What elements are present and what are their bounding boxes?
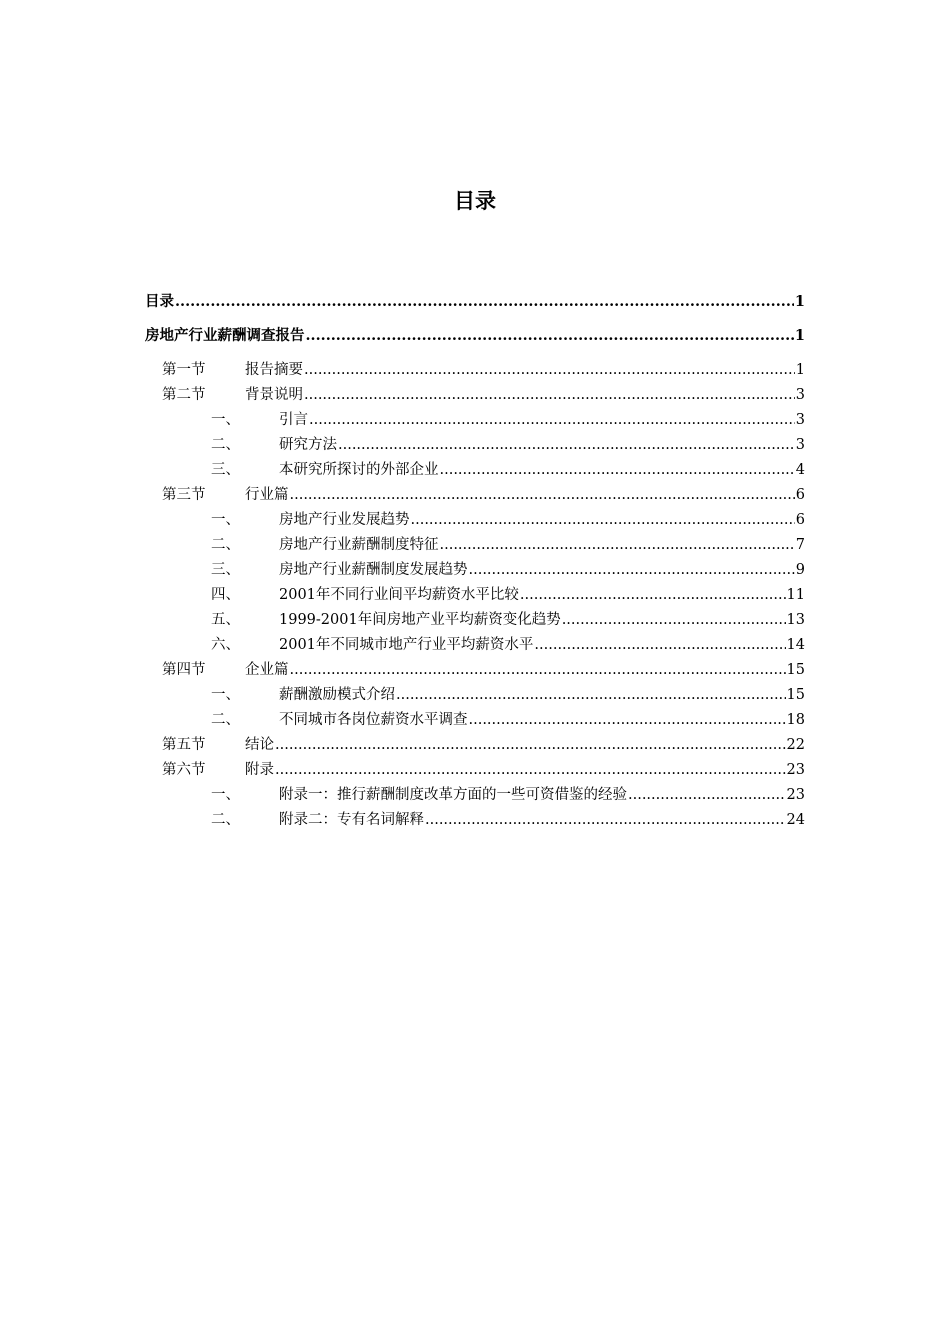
toc-leader-dots [304,386,795,404]
toc-entry[interactable] [145,482,805,504]
toc-leader-dots [534,636,785,654]
toc-entry-label: 房地产行业薪酬调查报告 [145,327,305,344]
toc-entry[interactable] [145,632,805,654]
toc-entry[interactable] [145,782,805,804]
toc-entry-label: 研究方法 [279,437,337,453]
toc-entry-number: 一、 [211,787,240,803]
toc-entry-label: 附录一：推行薪酬制度改革方面的一些可资借鉴的经验 [279,787,627,803]
toc-entry-page: 3 [795,387,805,403]
toc-entry-label: 2001年不同行业间平均薪资水平比较 [279,587,519,603]
toc-entry-page: 23 [786,787,805,803]
toc-entry-label: 1999-2001年间房地产业平均薪资变化趋势 [279,612,561,628]
toc-leader-dots [275,761,786,779]
toc-leader-dots [440,536,795,554]
toc-entry-page: 4 [795,462,805,478]
toc-entry-label: 房地产行业发展趋势 [279,512,410,528]
toc-entry-label: 结论 [245,737,274,753]
toc-entry-number: 四、 [211,587,240,603]
toc-entry-label: 行业篇 [245,487,289,503]
toc-entry-page: 15 [786,687,805,703]
toc-entry-label: 目录 [145,293,174,310]
toc-entry-number: 五、 [211,612,240,628]
toc-leader-dots [304,361,795,379]
toc-entry[interactable] [145,289,805,311]
toc-entry-page: 23 [786,762,805,778]
toc-entry-label: 本研究所探讨的外部企业 [279,462,439,478]
toc-entry-number: 三、 [211,462,240,478]
toc-entry-label: 房地产行业薪酬制度发展趋势 [279,562,468,578]
toc-leader-dots [175,293,794,311]
toc-entry[interactable] [145,407,805,429]
toc-entry-page: 15 [786,662,805,678]
toc-entry-number: 第四节 [162,662,206,678]
toc-entry-number: 三、 [211,562,240,578]
toc-entry-page: 3 [795,437,805,453]
toc-entry-label: 房地产行业薪酬制度特征 [279,537,439,553]
toc-leader-dots [396,686,786,704]
toc-entry-label: 薪酬激励模式介绍 [279,687,395,703]
toc-entry-number: 第一节 [162,362,206,378]
toc-entry-number: 第五节 [162,737,206,753]
toc-entry-page: 9 [795,562,805,578]
toc-entry-page: 1 [794,293,805,310]
toc-entry-page: 24 [786,812,805,828]
toc-entry-label: 引言 [279,412,308,428]
toc-entry-number: 二、 [211,712,240,728]
toc-entry-label: 2001年不同城市地产行业平均薪资水平 [279,637,534,653]
toc-leader-dots [440,461,795,479]
toc-leader-dots [425,811,786,829]
toc-leader-dots [290,486,795,504]
toc-entry[interactable] [145,732,805,754]
toc-entry-number: 二、 [211,537,240,553]
toc-entry-number: 一、 [211,512,240,528]
toc-entry-label: 附录二：专有名词解释 [279,812,424,828]
toc-leader-dots [469,711,786,729]
toc-entry[interactable] [145,707,805,729]
toc-entry[interactable] [145,582,805,604]
toc-entry-number: 第六节 [162,762,206,778]
toc-entry-page: 13 [786,612,805,628]
toc-entry[interactable] [145,757,805,779]
toc-entry-number: 六、 [211,637,240,653]
toc-entry[interactable] [145,657,805,679]
toc-entry-page: 1 [794,327,805,344]
toc-entry[interactable] [145,323,805,345]
toc-entry[interactable] [145,682,805,704]
toc-leader-dots [290,661,786,679]
toc-entry-label: 企业篇 [245,662,289,678]
toc-entry[interactable] [145,557,805,579]
toc-entry-number: 二、 [211,437,240,453]
toc-entry-label: 报告摘要 [245,362,303,378]
toc-leader-dots [562,611,786,629]
toc-entry[interactable] [145,607,805,629]
toc-entry[interactable] [145,382,805,404]
toc-entry-page: 11 [786,587,805,603]
toc-entry-page: 6 [795,487,805,503]
toc-entry-label: 附录 [245,762,274,778]
toc-entry[interactable] [145,457,805,479]
toc-entry-number: 第二节 [162,387,206,403]
toc-entry-page: 6 [795,512,805,528]
toc-entry-number: 一、 [211,687,240,703]
toc-leader-dots [306,327,794,345]
toc-entry[interactable] [145,532,805,554]
toc-entry[interactable] [145,357,805,379]
toc-leader-dots [520,586,786,604]
toc-entry[interactable] [145,507,805,529]
toc-entry-label: 不同城市各岗位薪资水平调查 [279,712,468,728]
toc-entry-number: 二、 [211,812,240,828]
toc-entry-page: 7 [795,537,805,553]
toc-entry-page: 3 [795,412,805,428]
toc-entry-number: 一、 [211,412,240,428]
toc-entry-page: 22 [786,737,805,753]
toc-entry-page: 1 [795,362,805,378]
toc-entry-page: 14 [786,637,805,653]
toc-entry[interactable] [145,807,805,829]
page-title: 目录 [454,189,496,213]
toc-leader-dots [469,561,795,579]
toc-leader-dots [628,786,786,804]
toc-entry-number: 第三节 [162,487,206,503]
toc-entry-label: 背景说明 [245,387,303,403]
toc-leader-dots [411,511,795,529]
toc-entry[interactable] [145,432,805,454]
toc-leader-dots [309,411,795,429]
toc-leader-dots [338,436,795,454]
toc-leader-dots [275,736,786,754]
toc-entry-page: 18 [786,712,805,728]
